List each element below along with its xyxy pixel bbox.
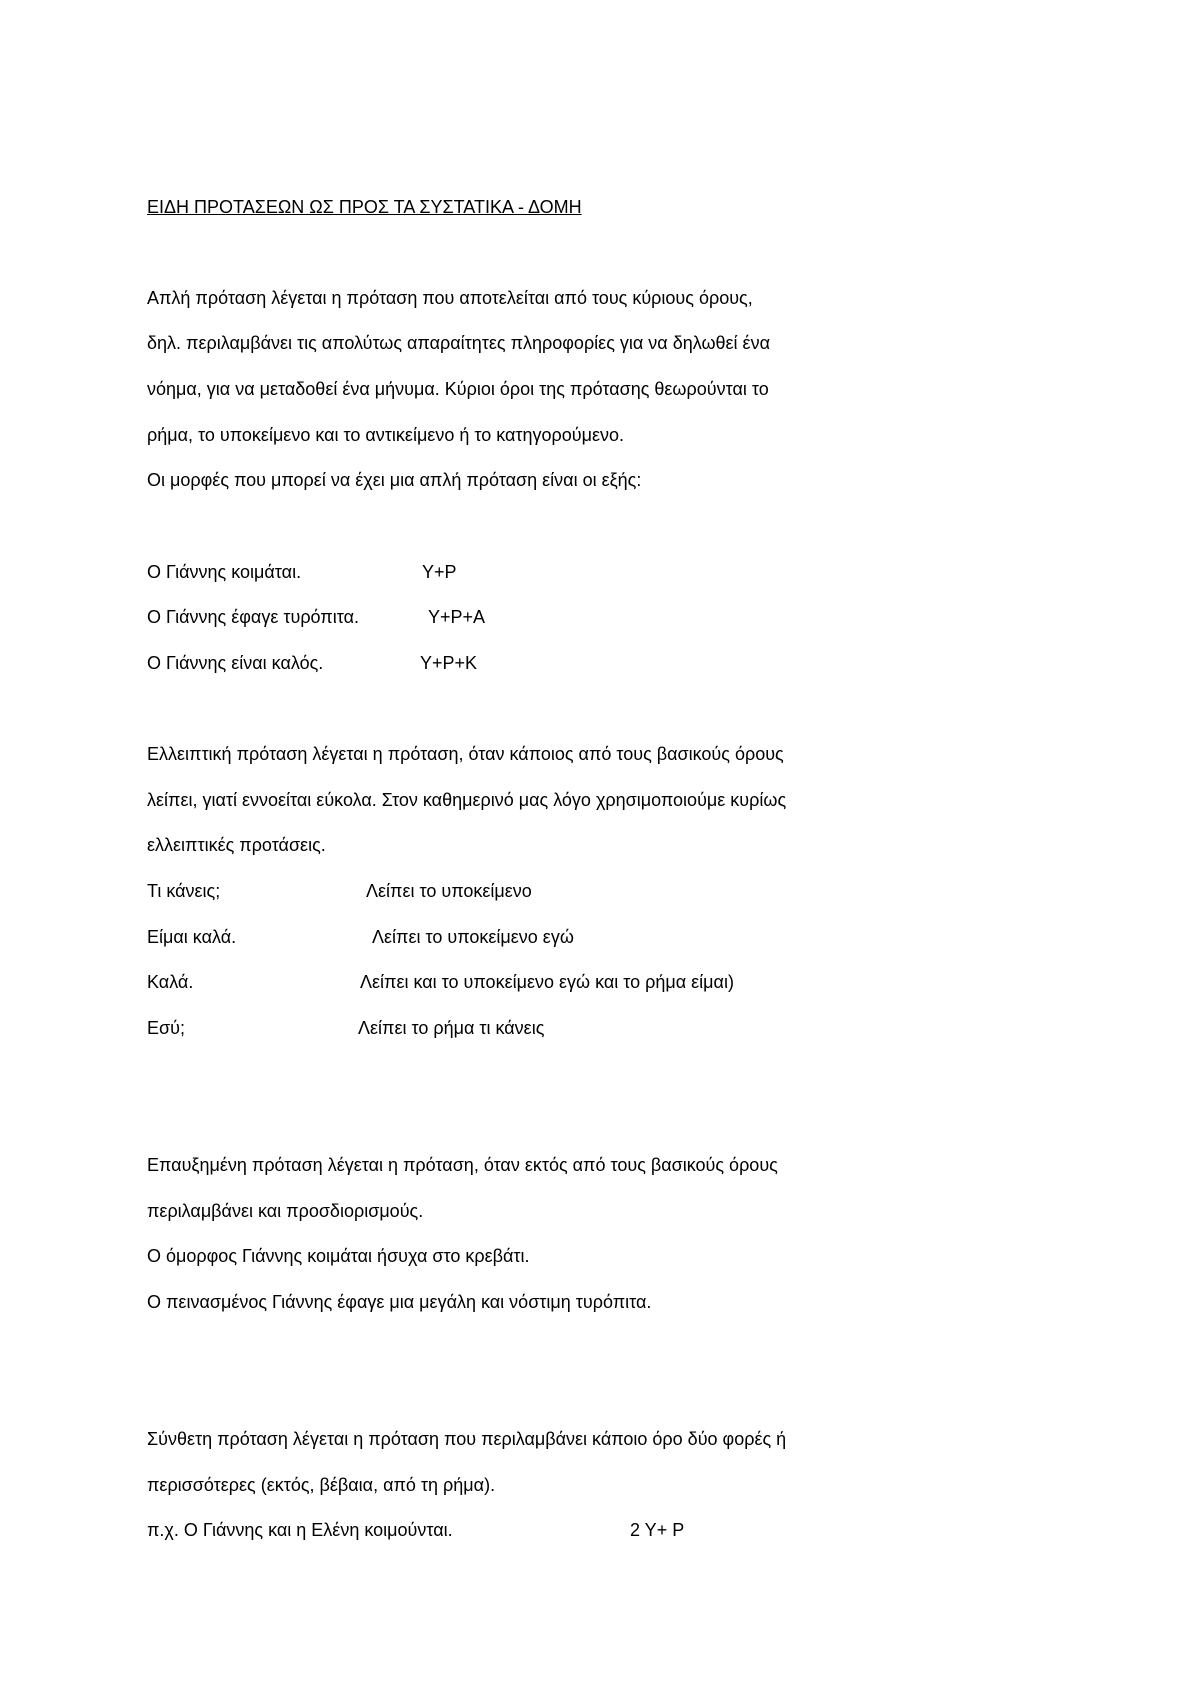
elliptical-example-row [147, 1017, 545, 1039]
compound-example-sentence: π.χ. Ο Γιάννης και η Ελένη κοιμούνται. [147, 1520, 453, 1540]
simple-example-row [147, 652, 478, 674]
compound-definition-line-1: Σύνθετη πρόταση λέγεται η πρόταση που περιλαμβάνει κάποιο όρο δύο φορές ή [147, 1429, 787, 1449]
extended-example-2: Ο πεινασμένος Γιάννης έφαγε μια μεγάλη και νόστιμη τυρόπιτα. [147, 1292, 652, 1312]
elliptical-example-note: Λείπει το υποκείμενο εγώ [372, 927, 574, 947]
elliptical-example-row [147, 926, 574, 948]
simple-example-sentence: Ο Γιάννης είναι καλός. [147, 653, 324, 673]
elliptical-definition-line-2: λείπει, γιατί εννοείται εύκολα. Στον καθημερινό μας λόγο χρησιμοποιούμε κυρίως [147, 790, 787, 810]
simple-definition-line-4: ρήμα, το υποκείμενο και το αντικείμενο ή το κατηγορούμενο. [147, 425, 625, 445]
simple-definition-line-3: νόημα, για να μεταδοθεί ένα μήνυμα. Κύριοι όροι της πρότασης θεωρούνται το [147, 379, 769, 399]
elliptical-example-sentence: Είμαι καλά. [147, 927, 237, 947]
elliptical-definition-line-3: ελλειπτικές προτάσεις. [147, 835, 326, 855]
extended-definition-line-1: Επαυξημένη πρόταση λέγεται η πρόταση, όταν εκτός από τους βασικούς όρους [147, 1155, 778, 1175]
elliptical-example-note: Λείπει το ρήμα τι κάνεις [358, 1018, 545, 1038]
simple-example-pattern: Υ+Ρ+Α [428, 607, 486, 627]
extended-definition-line-2: περιλαμβάνει και προσδιορισμούς. [147, 1201, 424, 1221]
simple-example-pattern: Υ+Ρ+Κ [420, 653, 478, 673]
compound-definition-line-2: περισσότερες (εκτός, βέβαια, από τη ρήμα). [147, 1475, 496, 1495]
elliptical-example-note: Λείπει το υποκείμενο [366, 881, 532, 901]
simple-example-sentence: Ο Γιάννης έφαγε τυρόπιτα. [147, 607, 359, 627]
simple-example-pattern: Υ+Ρ [422, 562, 457, 582]
elliptical-example-row [147, 971, 734, 993]
simple-definition-line-5: Οι μορφές που μπορεί να έχει μια απλή πρόταση είναι οι εξής: [147, 470, 642, 490]
simple-definition-line-2: δηλ. περιλαμβάνει τις απολύτως απαραίτητες πληροφορίες για να δηλωθεί ένα [147, 333, 770, 353]
elliptical-example-row [147, 880, 532, 902]
elliptical-example-sentence: Εσύ; [147, 1018, 185, 1038]
extended-example-1: Ο όμορφος Γιάννης κοιμάται ήσυχα στο κρεβάτι. [147, 1246, 530, 1266]
elliptical-example-note: Λείπει και το υποκείμενο εγώ και το ρήμα είμαι) [360, 972, 734, 992]
elliptical-definition-line-1: Ελλειπτική πρόταση λέγεται η πρόταση, όταν κάποιος από τους βασικούς όρους [147, 744, 784, 764]
compound-example-pattern: 2 Υ+ Ρ [630, 1520, 685, 1540]
elliptical-example-sentence: Καλά. [147, 972, 194, 992]
document-title: ΕΙΔΗ ΠΡΟΤΑΣΕΩΝ ΩΣ ΠΡΟΣ ΤΑ ΣΥΣΤΑΤΙΚΑ - ΔΟΜΗ [147, 197, 582, 217]
simple-example-row [147, 606, 486, 628]
simple-example-sentence: Ο Γιάννης κοιμάται. [147, 562, 302, 582]
simple-example-row [147, 561, 457, 583]
elliptical-example-sentence: Τι κάνεις; [147, 881, 221, 901]
compound-example-row [147, 1519, 685, 1541]
simple-definition-line-1: Απλή πρόταση λέγεται η πρόταση που αποτελείται από τους κύριους όρους, [147, 288, 753, 308]
